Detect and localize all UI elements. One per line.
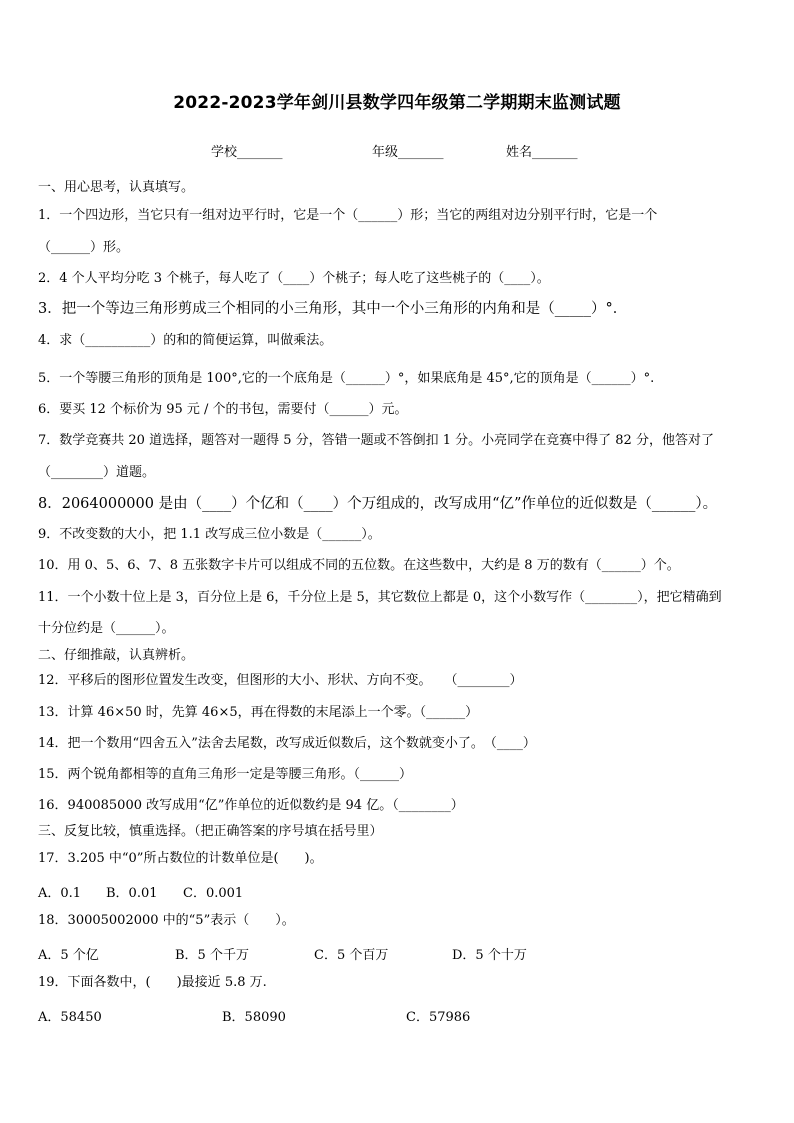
question-1-line-1: 1．一个四边形，当它只有一组对边平行时，它是一个（______）形；当它的两组对边分别平行时，它是一个 [38, 208, 658, 223]
q18-option-c: C．5 个百万 [314, 948, 389, 963]
question-15: 15．两个锐角都相等的直角三角形一定是等腰三角形。（______） [38, 767, 413, 782]
name-field: 姓名_______ [506, 145, 578, 160]
section-heading-2: 二、仔细推敲，认真辨析。 [38, 648, 195, 663]
question-16: 16．940085000 改写成用“亿”作单位的近似数约是 94 亿。（________） [38, 798, 464, 813]
question-11-line-1: 11．一个小数十位上是 3，百分位上是 6，千分位上是 5，其它数位上都是 0，这个小数写作（________），把它精确到 [38, 590, 722, 605]
q18-option-b: B．5 个千万 [175, 948, 249, 963]
question-4: 4．求（__________）的和的简便运算，叫做乘法。 [38, 333, 333, 348]
question-7-line-2: （________）道题。 [38, 465, 156, 480]
q17-option-c: C．0.001 [183, 886, 244, 901]
question-14: 14．把一个数用“四舍五入”法舍去尾数，改写成近似数后，这个数就变小了。 （____） [38, 736, 536, 751]
question-12: 12．平移后的图形位置发生改变，但图形的大小、形状、方向不变。 （________） [38, 673, 523, 688]
question-8: 8．2064000000 是由（____）个亿和（____）个万组成的，改写成用“亿”作单位的近似数是（______）。 [38, 496, 718, 512]
section-heading-3: 三、反复比较，慎重选择。（把正确答案的序号填在括号里） [38, 824, 383, 839]
q18-option-d: D．5 个十万 [452, 948, 527, 963]
question-2: 2．4 个人平均分吃 3 个桃子，每人吃了（____）个桃子；每人吃了这些桃子的（____）。 [38, 271, 550, 286]
question-1-line-2: （______）形。 [38, 240, 130, 255]
question-6: 6．要买 12 个标价为 95 元 / 个的书包，需要付（______）元。 [38, 402, 408, 417]
question-11-line-2: 十分位约是（______）。 [38, 621, 175, 636]
q17-option-b: B．0.01 [106, 886, 158, 901]
question-18: 18．30005002000 中的“5”表示（ ）。 [38, 913, 295, 928]
question-17: 17．3.205 中“0”所占数位的计数单位是( )。 [38, 851, 323, 866]
q19-option-c: C．57986 [406, 1010, 471, 1025]
question-9: 9．不改变数的大小，把 1.1 改写成三位小数是（______）。 [38, 527, 381, 542]
grade-field: 年级_______ [372, 145, 444, 160]
section-heading-1: 一、用心思考，认真填写。 [38, 180, 195, 195]
q18-option-a: A．5 个亿 [38, 948, 99, 963]
q19-option-b: B．58090 [222, 1010, 286, 1025]
q17-option-a: A．0.1 [38, 886, 82, 901]
question-10: 10．用 0、5、6、7、8 五张数字卡片可以组成不同的五位数。在这些数中，大约是 8 万的数有（______）个。 [38, 558, 680, 573]
page-title: 2022-2023学年剑川县数学四年级第二学期期末监测试题 [173, 93, 621, 113]
question-3: 3．把一个等边三角形剪成三个相同的小三角形，其中一个小三角形的内角和是（_____）°． [38, 301, 628, 317]
question-13: 13．计算 46×50 时，先算 46×5，再在得数的末尾添上一个零。（______） [38, 705, 479, 720]
school-field: 学校_______ [211, 145, 283, 160]
question-19: 19．下面各数中，( )最接近 5.8 万. [38, 975, 267, 990]
q19-option-a: A．58450 [38, 1010, 102, 1025]
question-5: 5．一个等腰三角形的顶角是 100°,它的一个底角是（______）°，如果底角是 45°,它的顶角是（______）°. [38, 371, 655, 386]
question-7-line-1: 7．数学竞赛共 20 道选择，题答对一题得 5 分，答错一题或不答倒扣 1 分。小亮同学在竞赛中得了 82 分，他答对了 [38, 433, 714, 448]
